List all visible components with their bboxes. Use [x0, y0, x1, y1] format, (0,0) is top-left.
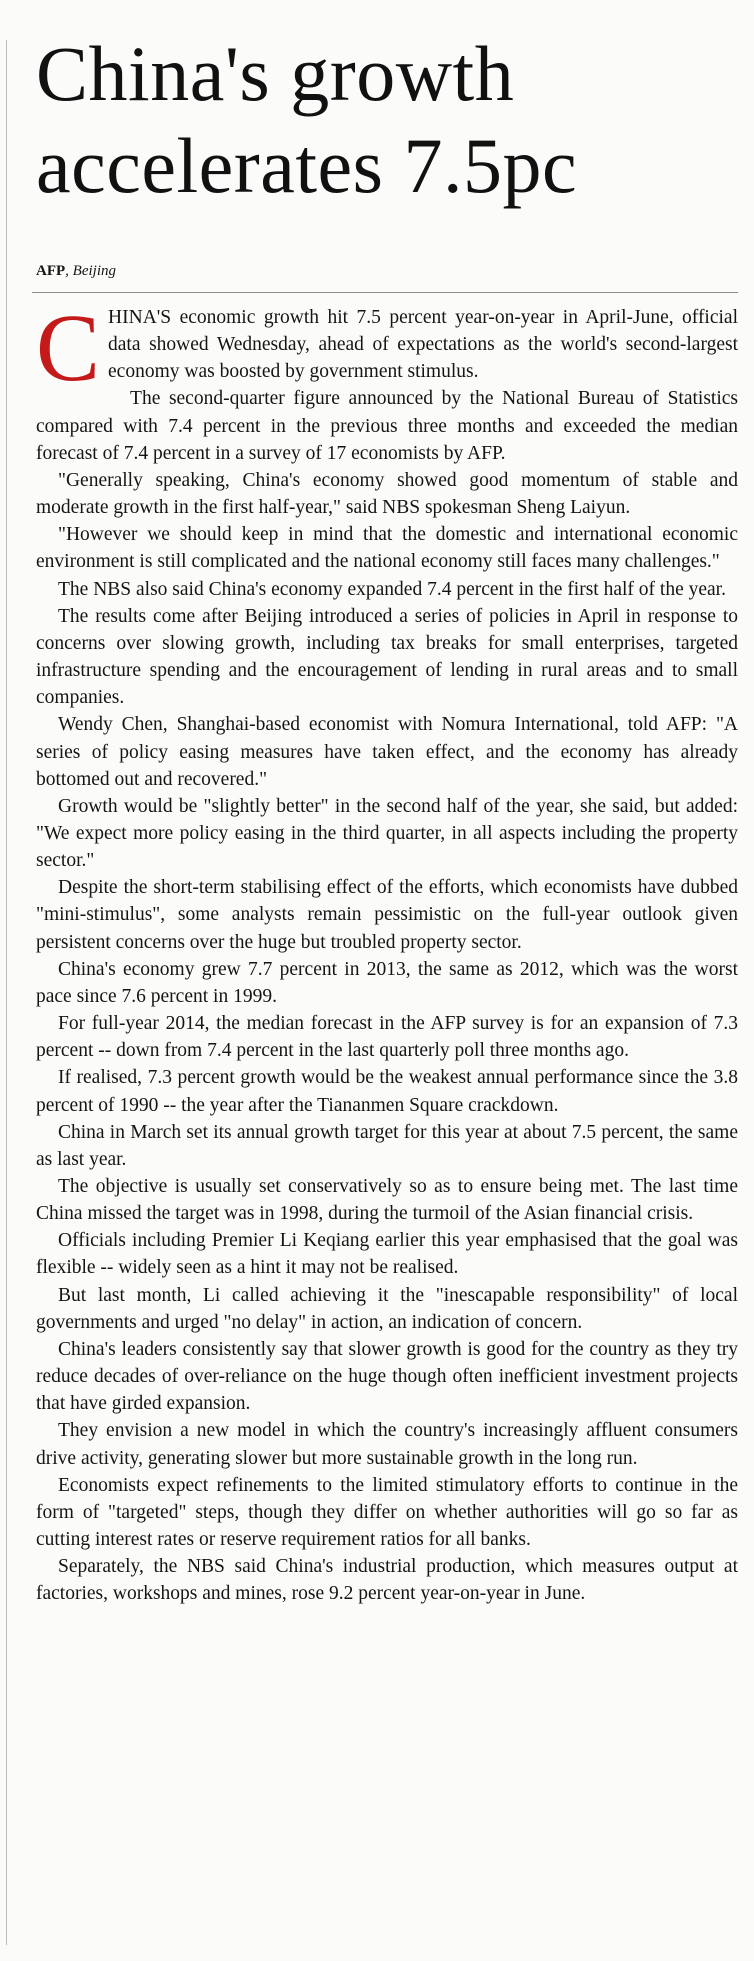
paragraph: For full-year 2014, the median forecast in the AFP survey is for an expansion of 7.3 percent -- down from 7.4 percent in the last quarterly poll three months ago.: [36, 1013, 738, 1062]
paragraph: Growth would be "slightly better" in the second half of the year, she said, but added: "We expect more policy easing in the third quarter, in all aspects including the property sector.": [36, 795, 738, 872]
paragraph: China in March set its annual growth target for this year at about 7.5 percent, the same as last year.: [36, 1121, 738, 1170]
byline-agency: AFP: [36, 263, 66, 279]
article-body: [36, 294, 738, 1608]
paragraph: They envision a new model in which the country's increasingly affluent consumers drive activity, generating slower but more sustainable growth in the long run.: [36, 1420, 738, 1469]
paragraph: "Generally speaking, China's economy showed good momentum of stable and moderate growth in the first half-year," said NBS spokesman Sheng Laiyun.: [36, 469, 738, 519]
paragraph-lead: [36, 294, 738, 401]
paragraph: Wendy Chen, Shanghai-based economist with Nomura International, told AFP: "A series of policy easing measures have taken effect, and the economy has already bottomed out and recovered.": [36, 714, 738, 790]
paragraph: "However we should keep in mind that the domestic and international economic environment is still complicated and the national economy still faces many challenges.": [36, 524, 738, 573]
byline-divider: [32, 292, 738, 293]
drop-cap: C: [36, 294, 101, 401]
paragraph: If realised, 7.3 percent growth would be the weakest annual performance since the 3.8 percent of 1990 -- the year after the Tiananmen Square crackdown.: [36, 1067, 738, 1116]
column-rule: [6, 40, 7, 1945]
paragraph: The second-quarter figure announced by the National Bureau of Statistics compared with 7.4 percent in the previous three months and exceeded the median forecast of 7.4 percent in a survey of 17 economists by AFP.: [36, 388, 738, 464]
byline: [36, 262, 736, 280]
paragraph: Despite the short-term stabilising effect of the efforts, which economists have dubbed "mini-stimulus", some analysts remain pessimistic on the full-year outlook given persistent concerns over the huge but troubled property sector.: [36, 877, 738, 953]
paragraph: Officials including Premier Li Keqiang earlier this year emphasised that the goal was flexible -- widely seen as a hint it may not be realised.: [36, 1230, 738, 1279]
paragraph: China's leaders consistently say that slower growth is good for the country as they try reduce decades of over-reliance on the huge though often inefficient investment projects that have girded expansion.: [36, 1338, 738, 1415]
lead-text: HINA'S economic growth hit 7.5 percent year-on-year in April-June, official data showed Wednesday, ahead of expectations as the world's second-largest economy was boosted by government stimulus.: [108, 307, 738, 383]
paragraph: The results come after Beijing introduced a series of policies in April in response to concerns over slowing growth, including tax breaks for small enterprises, targeted infrastructure spending and the encouragement of lending in rural areas and to small companies.: [36, 605, 738, 709]
headline: China's growth accelerates 7.5pc: [36, 30, 578, 209]
paragraph: But last month, Li called achieving it the "inescapable responsibility" of local governments and urged "no delay" in action, an indication of concern.: [36, 1284, 738, 1333]
paragraph: The objective is usually set conservatively so as to ensure being met. The last time China missed the target was in 1998, during the turmoil of the Asian financial crisis.: [36, 1176, 738, 1225]
paragraph: Separately, the NBS said China's industrial production, which measures output at factories, workshops and mines, rose 9.2 percent year-on-year in June.: [36, 1556, 738, 1605]
byline-location: , Beijing: [65, 263, 116, 279]
paragraph: China's economy grew 7.7 percent in 2013, the same as 2012, which was the worst pace since 7.6 percent in 1999.: [36, 958, 738, 1007]
paragraph: The NBS also said China's economy expanded 7.4 percent in the first half of the year.: [58, 578, 726, 600]
paragraph: Economists expect refinements to the limited stimulatory efforts to continue in the form of "targeted" steps, though they differ on whether authorities will go so far as cutting interest rates or reserve requirement ratios for all banks.: [36, 1474, 738, 1551]
